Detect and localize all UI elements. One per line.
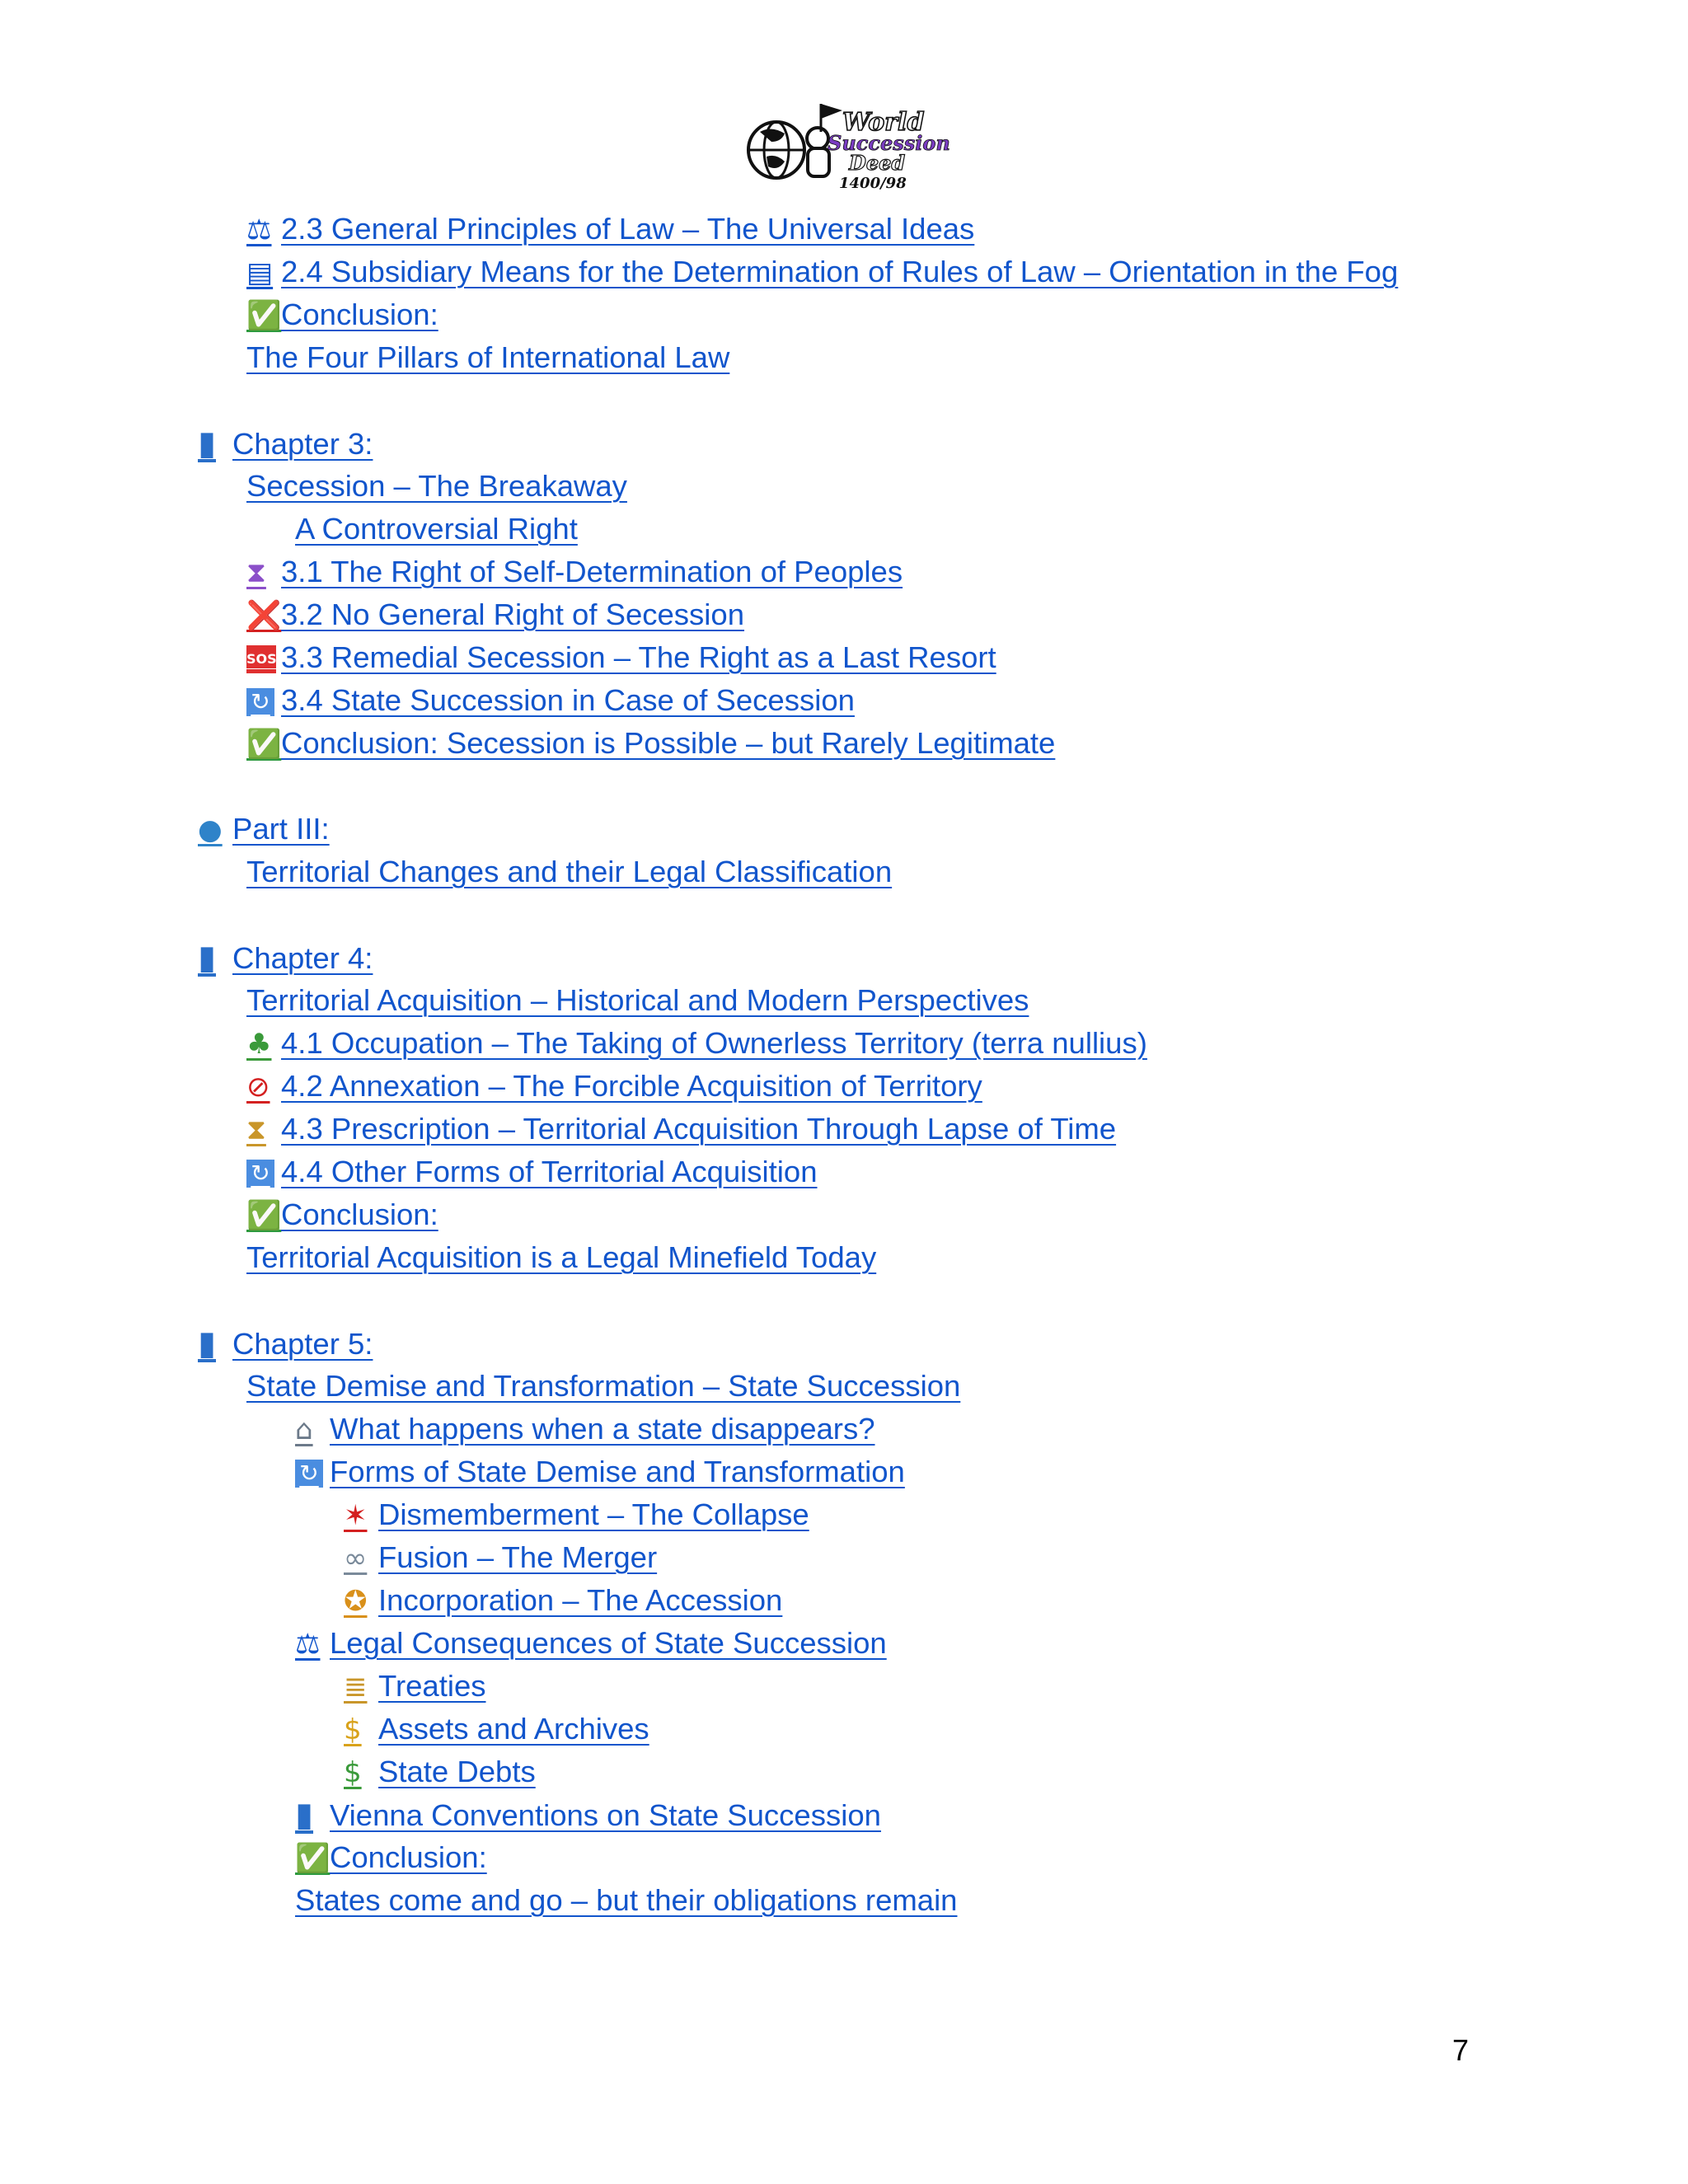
toc-entry[interactable]: ✪ Incorporation – The Accession xyxy=(344,1579,782,1622)
toc-entry[interactable]: ⊘ 4.2 Annexation – The Forcible Acquisition of Territory xyxy=(246,1065,982,1108)
toc-entry[interactable]: ✅Conclusion: xyxy=(295,1836,487,1879)
world-succession-deed-logo xyxy=(742,99,950,194)
blue-book-icon: ▮ xyxy=(198,424,217,462)
toc-entry[interactable]: ✅Conclusion: xyxy=(246,1193,438,1236)
scales-icon: ⚖ xyxy=(246,213,272,246)
toc-entry[interactable]: ✅Conclusion: Secession is Possible – but Rarely Legitimate xyxy=(246,722,1055,765)
toc-entry[interactable]: ⚖ Legal Consequences of State Succession xyxy=(295,1622,887,1665)
toc-entry[interactable]: ▮ Chapter 3: xyxy=(198,422,373,465)
toc-entry[interactable]: Territorial Acquisition is a Legal Minefield Today xyxy=(246,1240,877,1274)
toc-entry[interactable]: ❌3.2 No General Right of Secession xyxy=(246,593,744,636)
svg-text:Deed: Deed xyxy=(849,151,906,175)
toc-entry[interactable]: $ State Debts xyxy=(344,1750,536,1793)
toc-entry[interactable]: ▮ Vienna Conventions on State Succession xyxy=(295,1793,881,1836)
check-mark-icon: ✅ xyxy=(246,1199,282,1232)
svg-text:Succession: Succession xyxy=(828,131,950,155)
compass-icon: ✪ xyxy=(344,1585,368,1618)
check-mark-icon: ✅ xyxy=(246,728,282,761)
toc-entry[interactable]: ▮ Chapter 5: xyxy=(198,1322,373,1365)
toc-entry[interactable]: ∞ Fusion – The Merger xyxy=(344,1536,657,1579)
toc-entry[interactable]: States come and go – but their obligations remain xyxy=(295,1883,958,1917)
toc-entry[interactable]: ● Part III: xyxy=(198,808,330,851)
toc-entry[interactable]: Territorial Changes and their Legal Classification xyxy=(246,855,893,888)
check-mark-icon: ✅ xyxy=(295,1842,331,1875)
money-bag-icon: $ xyxy=(344,1713,362,1746)
toc-entry[interactable]: ≣ Treaties xyxy=(344,1665,486,1708)
hourglass-icon: ⧗ xyxy=(246,1113,266,1146)
scales-icon: ⚖ xyxy=(295,1628,321,1661)
blue-book-icon: ▮ xyxy=(198,1324,217,1362)
toc-entry[interactable]: SOS 3.3 Remedial Secession – The Right as a Last Resort xyxy=(246,640,996,674)
toc-entry[interactable]: ♣ 4.1 Occupation – The Taking of Ownerless Territory (terra nullius) xyxy=(246,1022,1147,1065)
toc-entry[interactable]: A Controversial Right xyxy=(295,512,578,546)
page-number: 7 xyxy=(1452,2033,1470,2067)
prohibited-icon: ⊘ xyxy=(246,1071,270,1104)
arrows-cycle-icon: ↻ xyxy=(246,688,274,716)
svg-text:World: World xyxy=(842,108,925,137)
globe-icon: ● xyxy=(198,813,223,846)
toc-entry[interactable]: ↻ Forms of State Demise and Transformation xyxy=(295,1451,905,1493)
toc-entry[interactable]: ⧗ 4.3 Prescription – Territorial Acquisition Through Lapse of Time xyxy=(246,1108,1116,1151)
toc-entry[interactable]: ⚖ 2.3 General Principles of Law – The Universal Ideas xyxy=(246,208,974,251)
classical-building-icon: ⌂ xyxy=(295,1413,313,1446)
sos-icon: SOS xyxy=(246,645,276,673)
books-icon: ▤ xyxy=(246,256,274,289)
money-wings-icon: $ xyxy=(344,1756,362,1789)
scroll-icon: ≣ xyxy=(344,1671,368,1704)
toc-entry[interactable]: ↻ 4.4 Other Forms of Territorial Acquisition xyxy=(246,1151,818,1193)
toc-entry[interactable]: ⧗ 3.1 The Right of Self-Determination of Peoples xyxy=(246,551,903,593)
toc-entry[interactable]: ▤ 2.4 Subsidiary Means for the Determination of Rules of Law – Orientation in the Fog xyxy=(246,251,1398,293)
toc-entry[interactable]: ⌂ What happens when a state disappears? xyxy=(295,1408,875,1451)
arrows-cycle-icon: ↻ xyxy=(295,1460,323,1488)
firecracker-icon: ✶ xyxy=(344,1499,368,1532)
toc-entry[interactable]: Secession – The Breakaway xyxy=(246,469,627,503)
check-mark-icon: ✅ xyxy=(246,299,282,332)
toc-entry[interactable]: ✶ Dismemberment – The Collapse xyxy=(344,1493,809,1536)
toc-entry[interactable]: State Demise and Transformation – State Succession xyxy=(246,1369,961,1403)
toc-entry[interactable]: Territorial Acquisition – Historical and Modern Perspectives xyxy=(246,983,1029,1017)
svg-text:1400/98: 1400/98 xyxy=(839,175,907,192)
toc-entry[interactable]: ↻ 3.4 State Succession in Case of Secession xyxy=(246,679,855,722)
blue-book-icon: ▮ xyxy=(295,1796,314,1834)
island-icon: ♣ xyxy=(246,1028,272,1061)
toc-entry[interactable]: ▮ Chapter 4: xyxy=(198,936,373,979)
blue-book-icon: ▮ xyxy=(198,939,217,977)
dna-icon: ⧗ xyxy=(246,556,266,589)
arrows-cycle-icon: ↻ xyxy=(246,1160,274,1188)
cross-mark-icon: ❌ xyxy=(246,599,282,632)
toc-entry[interactable]: The Four Pillars of International Law xyxy=(246,340,730,374)
toc-entry[interactable]: $ Assets and Archives xyxy=(344,1708,649,1750)
toc-entry[interactable]: ✅Conclusion: xyxy=(246,293,438,336)
link-icon: ∞ xyxy=(344,1542,368,1575)
